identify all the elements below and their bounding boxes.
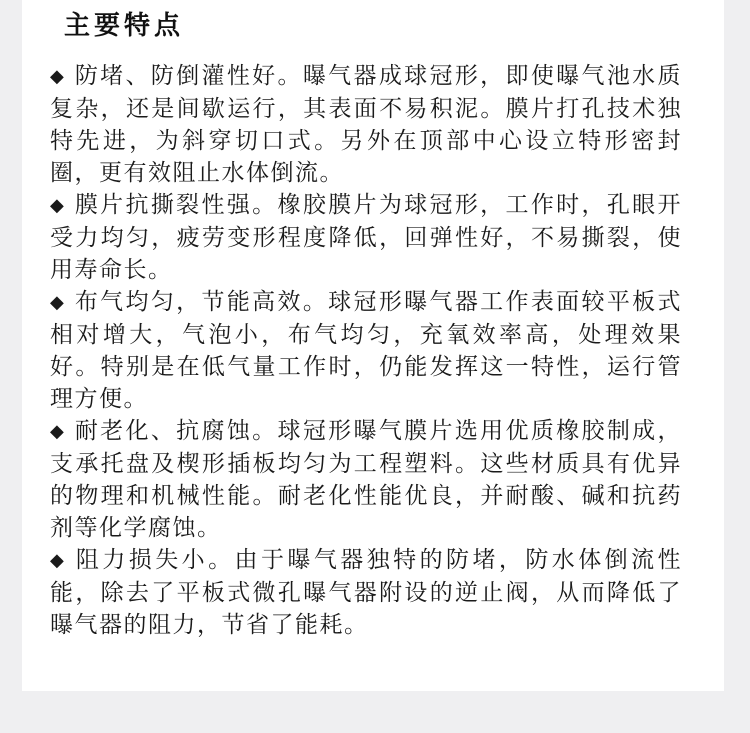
feature-item: [50, 286, 682, 415]
feature-text: 膜片抗撕裂性强。橡胶膜片为球冠形，工作时，孔眼开受力均匀，疲劳变形程度降低，回弹性好，不易撕裂，使用寿命长。: [50, 192, 682, 283]
diamond-bullet-icon: ◆: [50, 66, 64, 87]
feature-item: [50, 415, 682, 544]
feature-text: 耐老化、抗腐蚀。球冠形曝气膜片选用优质橡胶制成，支承托盘及楔形插板均匀为工程塑料。这些材质具有优异的物理和机械性能。耐老化性能优良，并耐酸、碱和抗药剂等化学腐蚀。: [50, 418, 682, 541]
feature-text: 防堵、防倒灌性好。曝气器成球冠形，即使曝气池水质复杂，还是间歇运行，其表面不易积泥。膜片打孔技术独特先进，为斜穿切口式。另外在顶部中心设立特形密封圈，更有效阻止水体倒流。: [50, 63, 682, 186]
diamond-bullet-icon: ◆: [50, 195, 64, 216]
feature-text: 阻力损失小。由于曝气器独特的防堵，防水体倒流性能，除去了平板式微孔曝气器附设的逆止阀，从而降低了曝气器的阻力，节省了能耗。: [50, 547, 682, 638]
feature-item: [50, 544, 682, 641]
diamond-bullet-icon: ◆: [50, 550, 64, 571]
diamond-bullet-icon: ◆: [50, 421, 64, 442]
feature-item: [50, 189, 682, 286]
feature-item: [50, 60, 682, 189]
diamond-bullet-icon: ◆: [50, 292, 64, 313]
feature-list: [50, 60, 682, 641]
feature-text: 布气均匀，节能高效。球冠形曝气器工作表面较平板式相对增大，气泡小，布气均匀，充氧效率高，处理效果好。特别是在低气量工作时，仍能发挥这一特性，运行管理方便。: [50, 289, 682, 412]
page-title: 主要特点: [64, 11, 185, 41]
